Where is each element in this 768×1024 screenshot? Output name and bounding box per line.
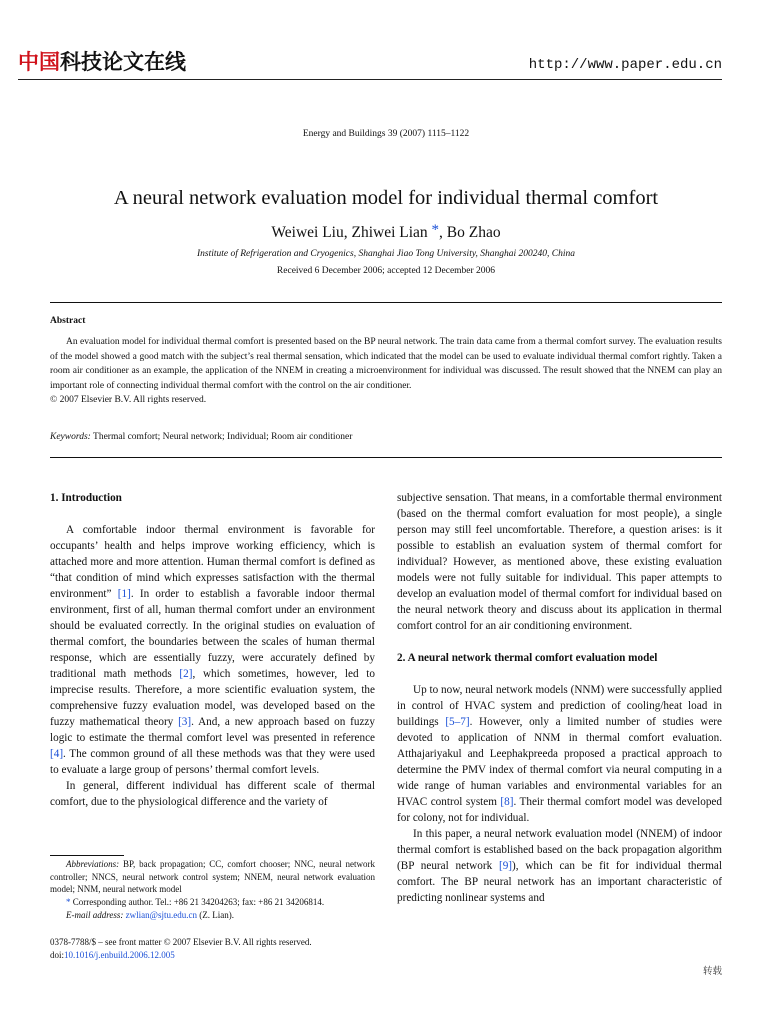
- abstract-bottom-rule: [50, 457, 722, 458]
- abstract-text: An evaluation model for individual thermal comfort is presented based on the BP neural network. The train data came from a thermal comfort survey. The evaluation results of the model showed a good match with the subject’s real thermal sensation, which indicated that the model can be used to evaluate individual thermal comfort rightly. Taken a room air conditioner as an example, the application of the NNEM in creating a microenvironment for individual was discussed. The result showed that the NNEM can play an important role of connecting individual thermal comfort with the control on the air conditioner.: [50, 337, 722, 391]
- author-names: Weiwei Liu, Zhiwei Lian: [271, 224, 428, 241]
- intro-paragraph-2: In general, different individual has different scale of thermal comfort, due to the physiological difference and the variety of: [50, 780, 375, 808]
- abbreviations-footnote: Abbreviations: BP, back propagation; CC, comfort chooser; NNC, neural network controller; NNCS, neural network control system; NNEM, neural network evaluation model; NNM, neural network model: [50, 859, 375, 895]
- intro-paragraph-1: A comfortable indoor thermal environment is favorable for occupants’ health and helps improve working efficiency, which is attached more and more attention. Human thermal comfort is defined as “that condition of mind which expresses satisfaction with the thermal environment” [1]. In order to establish a favorable indoor thermal environment, first of all, human thermal comfort under an environment should be evaluated correctly. In the original studies on evaluation of thermal comfort, the boundaries between the scales of human thermal response, which are essentially fuzzy, were accurately defined by traditional math methods [2], which sometimes, however, led to imprecise results. Therefore, a more scientific evaluation system, the comprehensive fuzzy evaluation model, was developed based on the fuzzy mathematical theory [3]. And, a new approach based on fuzzy logic to estimate the thermal comfort level was presented in reference [4]. The common ground of all these methods was that they were used to evaluate a large group of persons’ thermal comfort levels.: [50, 524, 375, 776]
- email-footnote: E-mail address: zwlian@sjtu.edu.cn (Z. Lian).: [66, 909, 234, 920]
- keywords: [50, 432, 352, 442]
- section-2-heading: 2. A neural network thermal comfort evaluation model: [397, 652, 658, 664]
- journal-reference: Energy and Buildings 39 (2007) 1115–1122: [302, 129, 470, 139]
- keywords-text: Thermal comfort; Neural network; Individual; Room air conditioner: [93, 432, 353, 442]
- citation-5-7[interactable]: [5–7]: [445, 716, 470, 728]
- abstract-heading: Abstract: [50, 316, 86, 326]
- section-2-paragraph-1: Up to now, neural network models (NNM) were successfully applied in control of HVAC system and prediction of cooling/heat load in buildings [5–7]. However, only a limited number of studies were devoted to application of NNM in thermal comfort evaluation. Atthajariyakul and Leephakpreeda proposed a practical approach to determine the PMV index of thermal comfort via neural computing in a wide range of human variables and environmental variables for an HVAC control system [8]. Their thermal comfort model was developed for colony, not for individual.: [397, 684, 722, 824]
- citation-4[interactable]: [4]: [50, 748, 64, 760]
- right-column: [397, 490, 722, 906]
- section-2-paragraph-2: In this paper, a neural network evaluation model (NNEM) of indoor thermal comfort is established based on the back propagation algorithm (BP neural network [9]), which can be fit for individual thermal comfort. The BP neural network has an important characteristic of predicting nonlinear systems and: [397, 828, 722, 904]
- intro-paragraph-2-continued: subjective sensation. That means, in a comfortable thermal environment (based on the thermal comfort evaluation for most people), a single person may still feel uncomfortable. Therefore, a question arises: is it possible to establish an evaluation system of thermal comfort for individual? However, as mentioned above, these existing evaluation models were not fully suitable for individual. This paper attempts to develop an evaluation model of thermal comfort for individual based on the neural network theory and discuss about its application in thermal comfort control for an air conditioning environment.: [397, 492, 722, 632]
- section-1-heading: 1. Introduction: [50, 492, 122, 504]
- citation-8[interactable]: [8]: [500, 796, 514, 808]
- citation-1[interactable]: [1]: [117, 588, 131, 600]
- citation-2[interactable]: [2]: [179, 668, 193, 680]
- doi-link[interactable]: 10.1016/j.enbuild.2006.12.005: [64, 950, 175, 960]
- footnotes: [50, 858, 375, 922]
- footnote-star: *: [66, 897, 71, 908]
- citation-9[interactable]: [9]: [498, 860, 513, 872]
- issn-line: 0378-7788/$ – see front matter © 2007 Elsevier B.V. All rights reserved.: [50, 937, 312, 947]
- logo-black-text: 科技论文在线: [60, 50, 186, 74]
- left-column: [50, 490, 375, 810]
- site-logo[interactable]: [18, 49, 186, 75]
- keywords-label: Keywords:: [50, 432, 91, 442]
- affiliation: Institute of Refrigeration and Cryogenics, Shanghai Jiao Tong University, Shanghai 200240, China: [196, 249, 576, 259]
- issn-block: [50, 936, 312, 962]
- paper-title: A neural network evaluation model for individual thermal comfort: [113, 187, 659, 209]
- email-link[interactable]: zwlian@sjtu.edu.cn: [125, 909, 197, 920]
- reprint-note: 转载: [702, 966, 722, 977]
- abstract-top-rule: [50, 302, 722, 303]
- footnote-rule: [50, 855, 124, 856]
- logo-red-text: 中国: [18, 50, 60, 74]
- received-dates: Received 6 December 2006; accepted 12 December 2006: [276, 266, 496, 276]
- authors-line: [0, 222, 768, 242]
- corresponding-footnote: * Corresponding author. Tel.: +86 21 34204263; fax: +86 21 34206814.: [66, 897, 325, 908]
- doi-line: doi:10.1016/j.enbuild.2006.12.005: [50, 950, 175, 960]
- abstract-body: [50, 335, 722, 408]
- corresponding-author-mark[interactable]: *: [431, 222, 440, 238]
- site-url-link[interactable]: http://www.paper.edu.cn: [528, 57, 722, 73]
- abstract-copyright: © 2007 Elsevier B.V. All rights reserved.: [50, 395, 207, 406]
- header-divider: [18, 79, 722, 80]
- citation-3[interactable]: [3]: [178, 716, 192, 728]
- author-last: , Bo Zhao: [439, 224, 501, 241]
